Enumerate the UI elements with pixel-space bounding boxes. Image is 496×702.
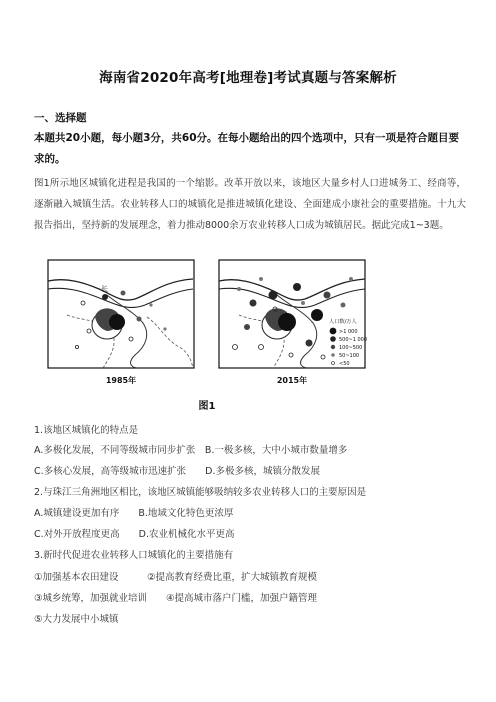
question-1-stem: 1.该地区城镇化的特点是 [34, 425, 139, 436]
question-2-options-ab: A.城镇建设更加有序 B.地域文化特色更浓厚 [34, 508, 234, 519]
legend-symbol-3 [331, 345, 335, 349]
legend-label: 500~1 000 [339, 337, 367, 343]
city-dot [163, 327, 166, 330]
question-3-options-12: ①加强基本农田建设 ②提高教育经费比重，扩大城镇教育规模 [34, 572, 318, 583]
map-1985 [48, 260, 194, 368]
legend-symbol-1 [330, 328, 337, 335]
document-title: 海南省2020年高考[地理卷]考试真题与答案解析 [99, 70, 397, 86]
legend-symbol-4 [331, 353, 335, 357]
legend-label: 50~100 [339, 353, 360, 359]
city-dot [237, 287, 241, 291]
city-dot [324, 292, 331, 299]
city-dot [149, 303, 152, 306]
city-dot [278, 313, 296, 331]
section-instructions: 本题共20小题，每小题3分，共60分。在每小题给出的四个选项中，只有一项是符合题目要求的。 [34, 132, 460, 165]
city-dot [250, 300, 257, 307]
legend-symbol-2 [330, 336, 336, 342]
city-dot [301, 301, 305, 305]
figure-caption: 图1 [198, 401, 216, 412]
question-2-options-cd: C.对外开放程度更高 D.农业机械化水平更高 [34, 529, 235, 540]
population-legend [327, 315, 367, 367]
city-dot [137, 317, 142, 322]
map-2015 [219, 260, 367, 368]
question-1-options-cd: C.多核心发展，高等级城市迅速扩张 D.多极多核，城镇分散发展 [34, 466, 320, 477]
city-dot [244, 324, 250, 330]
question-3-options-34: ③城乡统筹，加强就业培训 ④提高城市落户门槛，加强户籍管理 [34, 593, 318, 604]
river-label: 长 [101, 285, 108, 293]
city-dot [293, 283, 301, 291]
city-dot [341, 303, 346, 308]
legend-title: 人口数/万人 [329, 319, 357, 325]
city-dot [269, 291, 278, 300]
legend-label: <50 [339, 361, 350, 367]
question-3-stem: 3.新时代促进农业转移人口城镇化的主要措施有 [34, 550, 234, 561]
legend-label: 100~500 [339, 345, 363, 351]
map-left-year: 1985年 [105, 376, 137, 385]
map-right-year: 2015年 [276, 376, 308, 385]
legend-label: >1 000 [339, 329, 358, 335]
city-dot [349, 277, 353, 281]
question-passage: 图1所示地区城镇化进程是我国的一个缩影。改革开放以来，该地区大量乡村人口进城务工、经商等，逐渐融入城镇生活。农业转移人口的城镇化是推进城镇化建设、全面建成小康社会的重要措施。十九大报告指出，坚持新的发展理念，着力推动8000余万农业转移人口成为城镇居民。据此完成1~3题。 [34, 178, 466, 231]
city-dot [306, 340, 313, 347]
city-dot [102, 294, 108, 300]
city-dot [109, 314, 125, 330]
city-dot [121, 291, 126, 296]
question-1-options-ab: A.多极化发展，不同等级城市同步扩张 B.一极多核，大中小城市数量增多 [34, 445, 348, 456]
city-dot [311, 309, 323, 321]
city-dot [259, 277, 263, 281]
section-heading: 一、选择题 [34, 112, 87, 124]
question-3-option-5: ⑤大力发展中小城镇 [34, 614, 119, 625]
figure-1-maps [47, 259, 367, 413]
question-2-stem: 2.与珠江三角洲地区相比，该地区城镇能够吸纳较多农业转移人口的主要原因是 [34, 487, 367, 498]
